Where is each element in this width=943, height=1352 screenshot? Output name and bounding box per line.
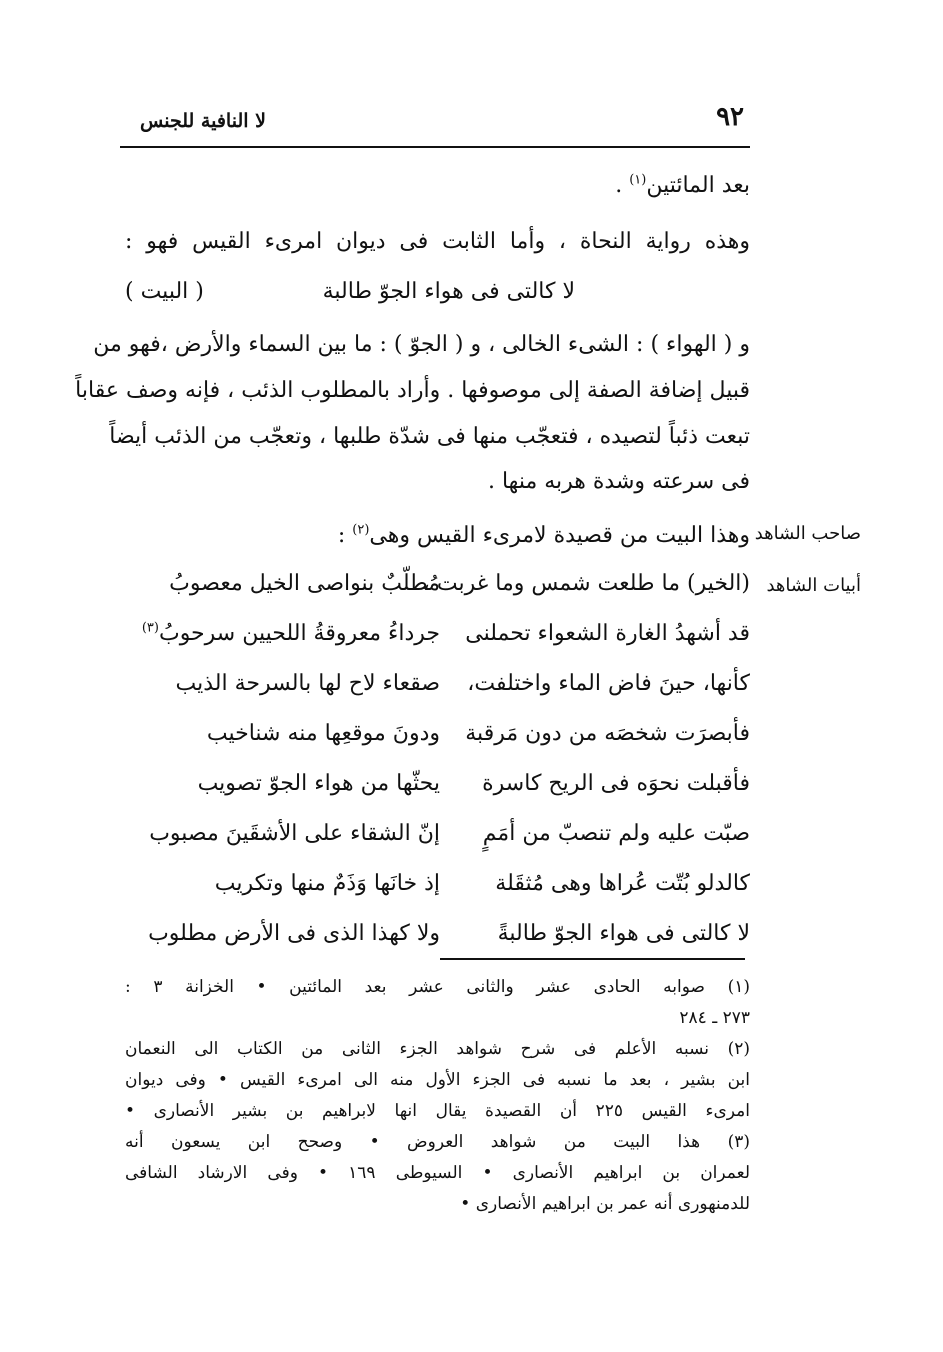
footnote-ref-3: (٣): [141, 620, 159, 636]
poem: [141, 562, 750, 962]
running-title: لا النافية للجنس: [140, 110, 266, 132]
poem-verse: [150, 912, 750, 962]
poem-hemistich-second: إنّ الشقاء على الأشقَينَ مصبوب: [149, 821, 440, 846]
footnote-line: للدمنهورى أنه عمر بن ابراهيم الأنصارى •: [460, 1194, 750, 1214]
body-line-1-text: بعد المائتين: [646, 173, 750, 198]
cited-verse-hemistich: لا كالتى فى هواء الجوّ طالبة: [322, 279, 575, 304]
poem-hemistich-first: كأنها، حينَ فاض الماء واختلفت،: [467, 671, 750, 696]
cited-verse-tag: ( البيت ): [125, 279, 204, 304]
footnote-ref-2: (٢): [352, 522, 370, 538]
body-line-8-end: :: [337, 523, 353, 548]
poem-hemistich-second: ولا كهذا الذى فى الأرض مطلوب: [148, 921, 440, 946]
body-line-6: تبعت ذئباً لتصيده ، فتعجّب منها فى شدّة طلبها ، وتعجّب من الذئب أيضاً: [109, 424, 750, 449]
body-line-5: قبيل إضافة الصفة إلى موصوفها . وأراد بالمطلوب الذئب ، فإنه وصف عقاباً: [75, 378, 750, 403]
poem-hemistich-first: فأقبلت نحوَه فى الريح كاسرة: [482, 771, 750, 796]
poem-hemistich-second: ودونَ موقعِها منه شناخيب: [206, 721, 440, 746]
poem-hemistich-first: صبّت عليه ولم تنصبّ من أمَمٍ: [482, 821, 750, 846]
poem-hemistich-second: يحثّها من هواء الجوّ تصويب: [197, 771, 440, 796]
poem-hemistich-second: صقعاء لاح لها بالسرحة الذيب: [175, 671, 440, 696]
footnote-line: امرىء القيس ٢٢٥ أن القصيدة يقال انها لابراهيم بن بشير الأنصارى •: [125, 1101, 750, 1121]
body-line-2: وهذه رواية النحاة ، وأما الثابت فى ديوان امرىء القيس فهو :: [125, 229, 750, 254]
footnote-line: ابن بشير ، بعد ما نسبه فى الجزء الأول منه الى امرىء القيس • وفى ديوان: [125, 1070, 750, 1090]
footnote-ref-1: (١): [629, 172, 647, 188]
footnote-line: ٢٧٣ ـ ٢٨٤: [679, 1008, 750, 1028]
poem-verse: [150, 812, 750, 862]
poem-verse: [150, 712, 750, 762]
cited-verse: [125, 272, 750, 312]
poem-hemistich-second: إذ خانَها وَذَمٌ منها وتكريب: [214, 871, 440, 896]
body-line-1: [125, 166, 750, 206]
body-line-4: و ( الهواء ) : الشىء الخالى ، و ( الجوّ ) : ما بين السماء والأرض ،فهو من: [93, 332, 750, 357]
page-number: ٩٢: [716, 102, 744, 132]
body-line-1-end: .: [615, 173, 630, 198]
poem-verse: [141, 612, 750, 662]
poem-hemistich-first: فأبصرَت شخصَه من دون مَرقبة: [465, 721, 750, 746]
poem-verse: [150, 862, 750, 912]
page-header: [120, 102, 750, 138]
poem-verse: [150, 762, 750, 812]
poem-verse: [150, 662, 750, 712]
margin-note-poet: صاحب الشاهد: [754, 523, 861, 544]
body-line-7: فى سرعته وشدة هربه منها .: [487, 469, 750, 494]
poem-hemistich-second: مُطلّبٌ بنواصى الخيل معصوبُ: [169, 571, 440, 596]
footnote-line: (٣) هذا البيت من شواهد العروض • وصحح ابن يسعون أنه: [125, 1132, 750, 1152]
poem-hemistich-first: (الخير) ما طلعت شمس وما غربت ،: [422, 571, 750, 596]
margin-note-verses: أبيات الشاهد: [766, 575, 861, 596]
footnote-line: (١) صوابه الحادى عشر والثانى عشر بعد المائتين • الخزانة ٣ :: [125, 977, 750, 997]
poem-hemistich-first: قد أشهدُ الغارة الشعواء تحملنى: [465, 621, 750, 646]
poem-verse: [150, 562, 750, 612]
poem-hemistich-text: جرداءُ معروقةُ اللحيين سرحوبُ: [158, 621, 440, 646]
footnote-rule: [440, 958, 745, 960]
footnote-line: (٢) نسبه الأعلم فى شرح شواهد الجزء الثانى من الكتاب الى النعمان: [125, 1039, 750, 1059]
footnotes: [125, 972, 750, 1220]
header-rule: [120, 146, 750, 148]
body-line-8: [125, 516, 750, 556]
poem-hemistich-first: لا كالتى فى هواء الجوّ طالبةً: [497, 921, 750, 946]
poem-hemistich-first: كالدلو بُتّت عُراها وهى مُثقَلة: [495, 871, 750, 896]
poem-hemistich-second: [141, 612, 440, 656]
footnote-line: لعمران بن ابراهيم الأنصارى • السيوطى ١٦٩ • وفى الارشاد الشافى: [125, 1163, 750, 1183]
body-line-8-text: وهذا البيت من قصيدة لامرىء القيس وهى: [369, 523, 750, 548]
